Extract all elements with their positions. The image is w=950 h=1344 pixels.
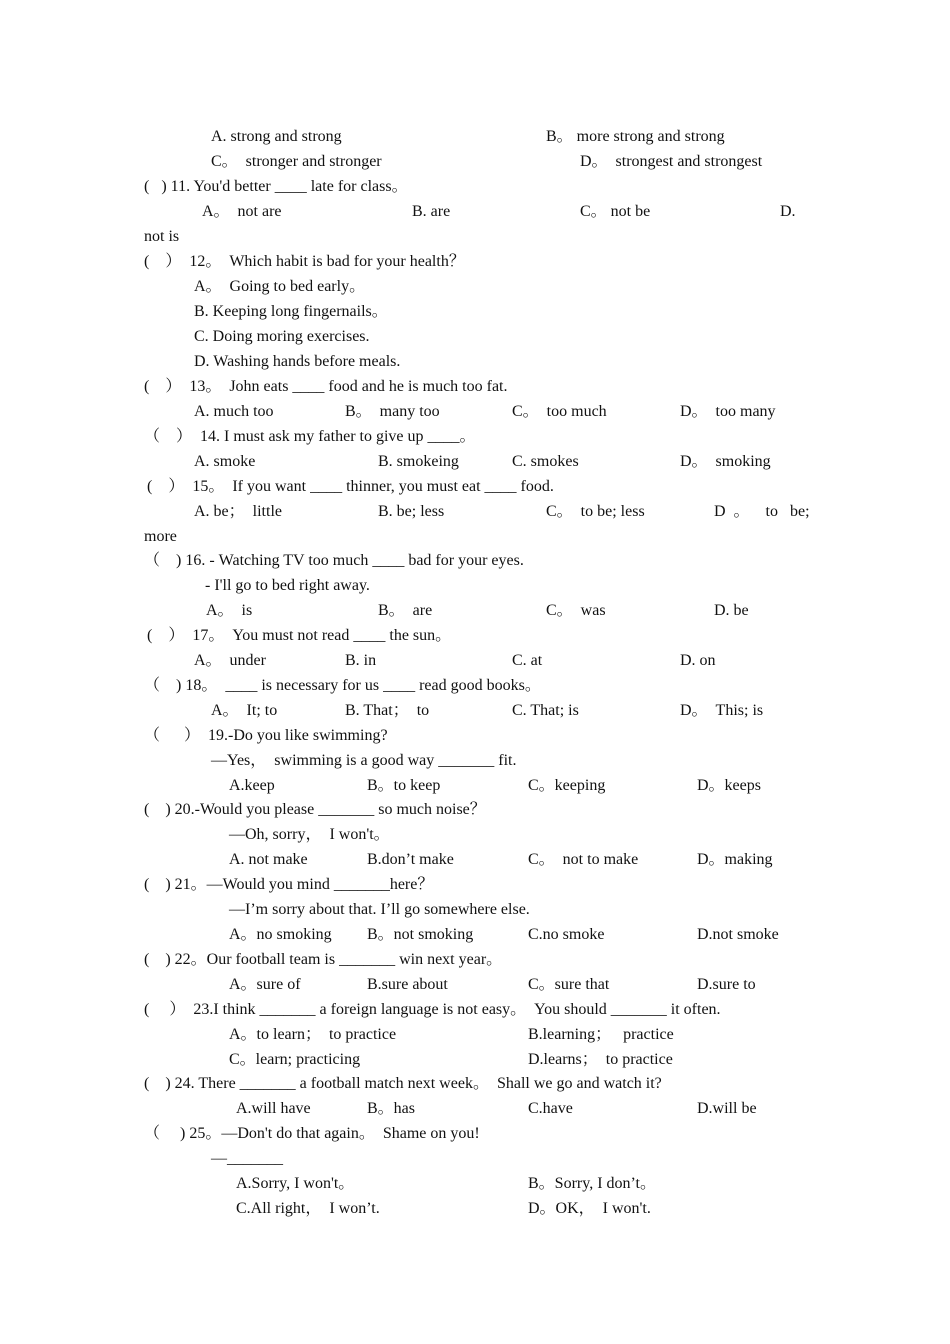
q12-option-b: B. Keeping long fingernails。 (194, 303, 388, 320)
q15-option-d: D 。 to be; (714, 503, 810, 520)
q22-option-b: B.sure about (367, 976, 448, 993)
q22-option-a: A。sure of (229, 976, 301, 993)
q11-option-d: D. (780, 203, 796, 220)
q19-reply: —Yes， swimming is a good way _______ fit. (211, 752, 517, 769)
q13-option-d: D。 too many (680, 403, 776, 420)
q25-option-a: A.Sorry, I won't。 (236, 1175, 355, 1192)
q11-option-c: C。 not be (580, 203, 651, 220)
q24-option-d: D.will be (697, 1100, 757, 1117)
q22-option-d: D.sure to (697, 976, 756, 993)
q23-stem: ( ） 23.I think _______ a foreign language is not easy。 You should _______ it often. (144, 1001, 721, 1018)
q18-option-c: C. That; is (512, 702, 579, 719)
q15-option-c: C。 to be; less (546, 503, 645, 520)
q15-option-b: B. be; less (378, 503, 445, 520)
q21-option-c: C.no smoke (528, 926, 605, 943)
q17-option-c: C. at (512, 652, 543, 669)
q15-option-d-continued: more (144, 528, 177, 545)
q24-option-b: B。has (367, 1100, 416, 1117)
q23-option-c: C。learn; practicing (229, 1051, 361, 1068)
q10-option-d: D。 strongest and strongest (580, 153, 763, 170)
q21-option-b: B。not smoking (367, 926, 474, 943)
q19-option-c: C。keeping (528, 777, 606, 794)
q13-option-c: C。 too much (512, 403, 607, 420)
q17-option-b: B. in (345, 652, 377, 669)
q16-option-a: A。 is (206, 602, 253, 619)
q19-stem: （ ） 19.-Do you like swimming? (144, 727, 388, 744)
q17-stem: ( ） 17。 You must not read ____ the sun。 (147, 627, 452, 644)
q10-option-b: B。 more strong and strong (546, 128, 725, 145)
q25-stem: （ ) 25。—Don't do that again。 Shame on you! (144, 1125, 480, 1142)
q20-option-d: D。making (697, 851, 773, 868)
q16-option-c: C。 was (546, 602, 606, 619)
q21-option-d: D.not smoke (697, 926, 779, 943)
q10-option-c: C。 stronger and stronger (211, 153, 382, 170)
q24-option-a: A.will have (236, 1100, 311, 1117)
q25-option-b: B。Sorry, I don’t。 (528, 1175, 657, 1192)
q20-option-a: A. not make (229, 851, 308, 868)
q12-stem: ( ） 12。 Which habit is bad for your health？ (144, 253, 465, 270)
q17-option-a: A。 under (194, 652, 266, 669)
q19-option-a: A.keep (229, 777, 275, 794)
q18-option-a: A。 It; to (211, 702, 278, 719)
q11-option-b: B. are (412, 203, 451, 220)
q17-option-d: D. on (680, 652, 716, 669)
q23-option-b: B.learning； practice (528, 1026, 674, 1043)
q20-option-b: B.don’t make (367, 851, 454, 868)
q21-stem: ( ) 21。—Would you mind _______here？ (144, 876, 434, 893)
q20-stem: ( ) 20.-Would you please _______ so much noise？ (144, 801, 486, 818)
q13-option-a: A. much too (194, 403, 274, 420)
q24-stem: ( ) 24. There _______ a football match next week。 Shall we go and watch it? (144, 1075, 662, 1092)
q25-reply: —_______ (211, 1150, 283, 1167)
q23-option-d: D.learns； to practice (528, 1051, 673, 1068)
q11-option-d-continued: not is (144, 228, 180, 245)
q11-option-a: A。 not are (202, 203, 282, 220)
q22-stem: ( ) 22。Our football team is _______ win next year。 (144, 951, 503, 968)
q16-stem: （ ) 16. - Watching TV too much ____ bad for your eyes. (144, 552, 524, 569)
q14-option-c: C. smokes (512, 453, 579, 470)
q10-option-a: A. strong and strong (211, 128, 342, 145)
q21-reply: —I’m sorry about that. I’ll go somewhere else. (229, 901, 530, 918)
q23-option-a: A。to learn； to practice (229, 1026, 397, 1043)
q16-option-d: D. be (714, 602, 749, 619)
q21-option-a: A。no smoking (229, 926, 332, 943)
q20-option-c: C。 not to make (528, 851, 639, 868)
q25-option-c: C.All right， I won’t. (236, 1200, 380, 1217)
q18-option-b: B. That； to (345, 702, 430, 719)
q14-stem: （ ） 14. I must ask my father to give up ____。 (144, 428, 476, 445)
q16-option-b: B。 are (378, 602, 433, 619)
q25-option-d: D。OK， I won't. (528, 1200, 651, 1217)
q14-option-d: D。 smoking (680, 453, 771, 470)
q14-option-b: B. smokeing (378, 453, 459, 470)
q12-option-a: A。 Going to bed early。 (194, 278, 366, 295)
q13-option-b: B。 many too (345, 403, 440, 420)
q24-option-c: C.have (528, 1100, 573, 1117)
q20-reply: —Oh, sorry， I won't。 (229, 826, 390, 843)
q11-stem: ( ) 11. You'd better ____ late for class。 (144, 178, 408, 195)
q19-option-b: B。to keep (367, 777, 441, 794)
q13-stem: ( ） 13。 John eats ____ food and he is much too fat. (144, 378, 508, 395)
q14-option-a: A. smoke (194, 453, 256, 470)
q15-stem: ( ） 15。 If you want ____ thinner, you must eat ____ food. (147, 478, 554, 495)
q12-option-d: D. Washing hands before meals. (194, 353, 401, 370)
q18-stem: （ ) 18。 ____ is necessary for us ____ read good books。 (144, 677, 541, 694)
q19-option-d: D。keeps (697, 777, 761, 794)
q18-option-d: D。 This; is (680, 702, 764, 719)
q16-reply: - I'll go to bed right away. (205, 577, 370, 594)
q15-option-a: A. be； little (194, 503, 282, 520)
q22-option-c: C。sure that (528, 976, 610, 993)
q12-option-c: C. Doing moring exercises. (194, 328, 370, 345)
